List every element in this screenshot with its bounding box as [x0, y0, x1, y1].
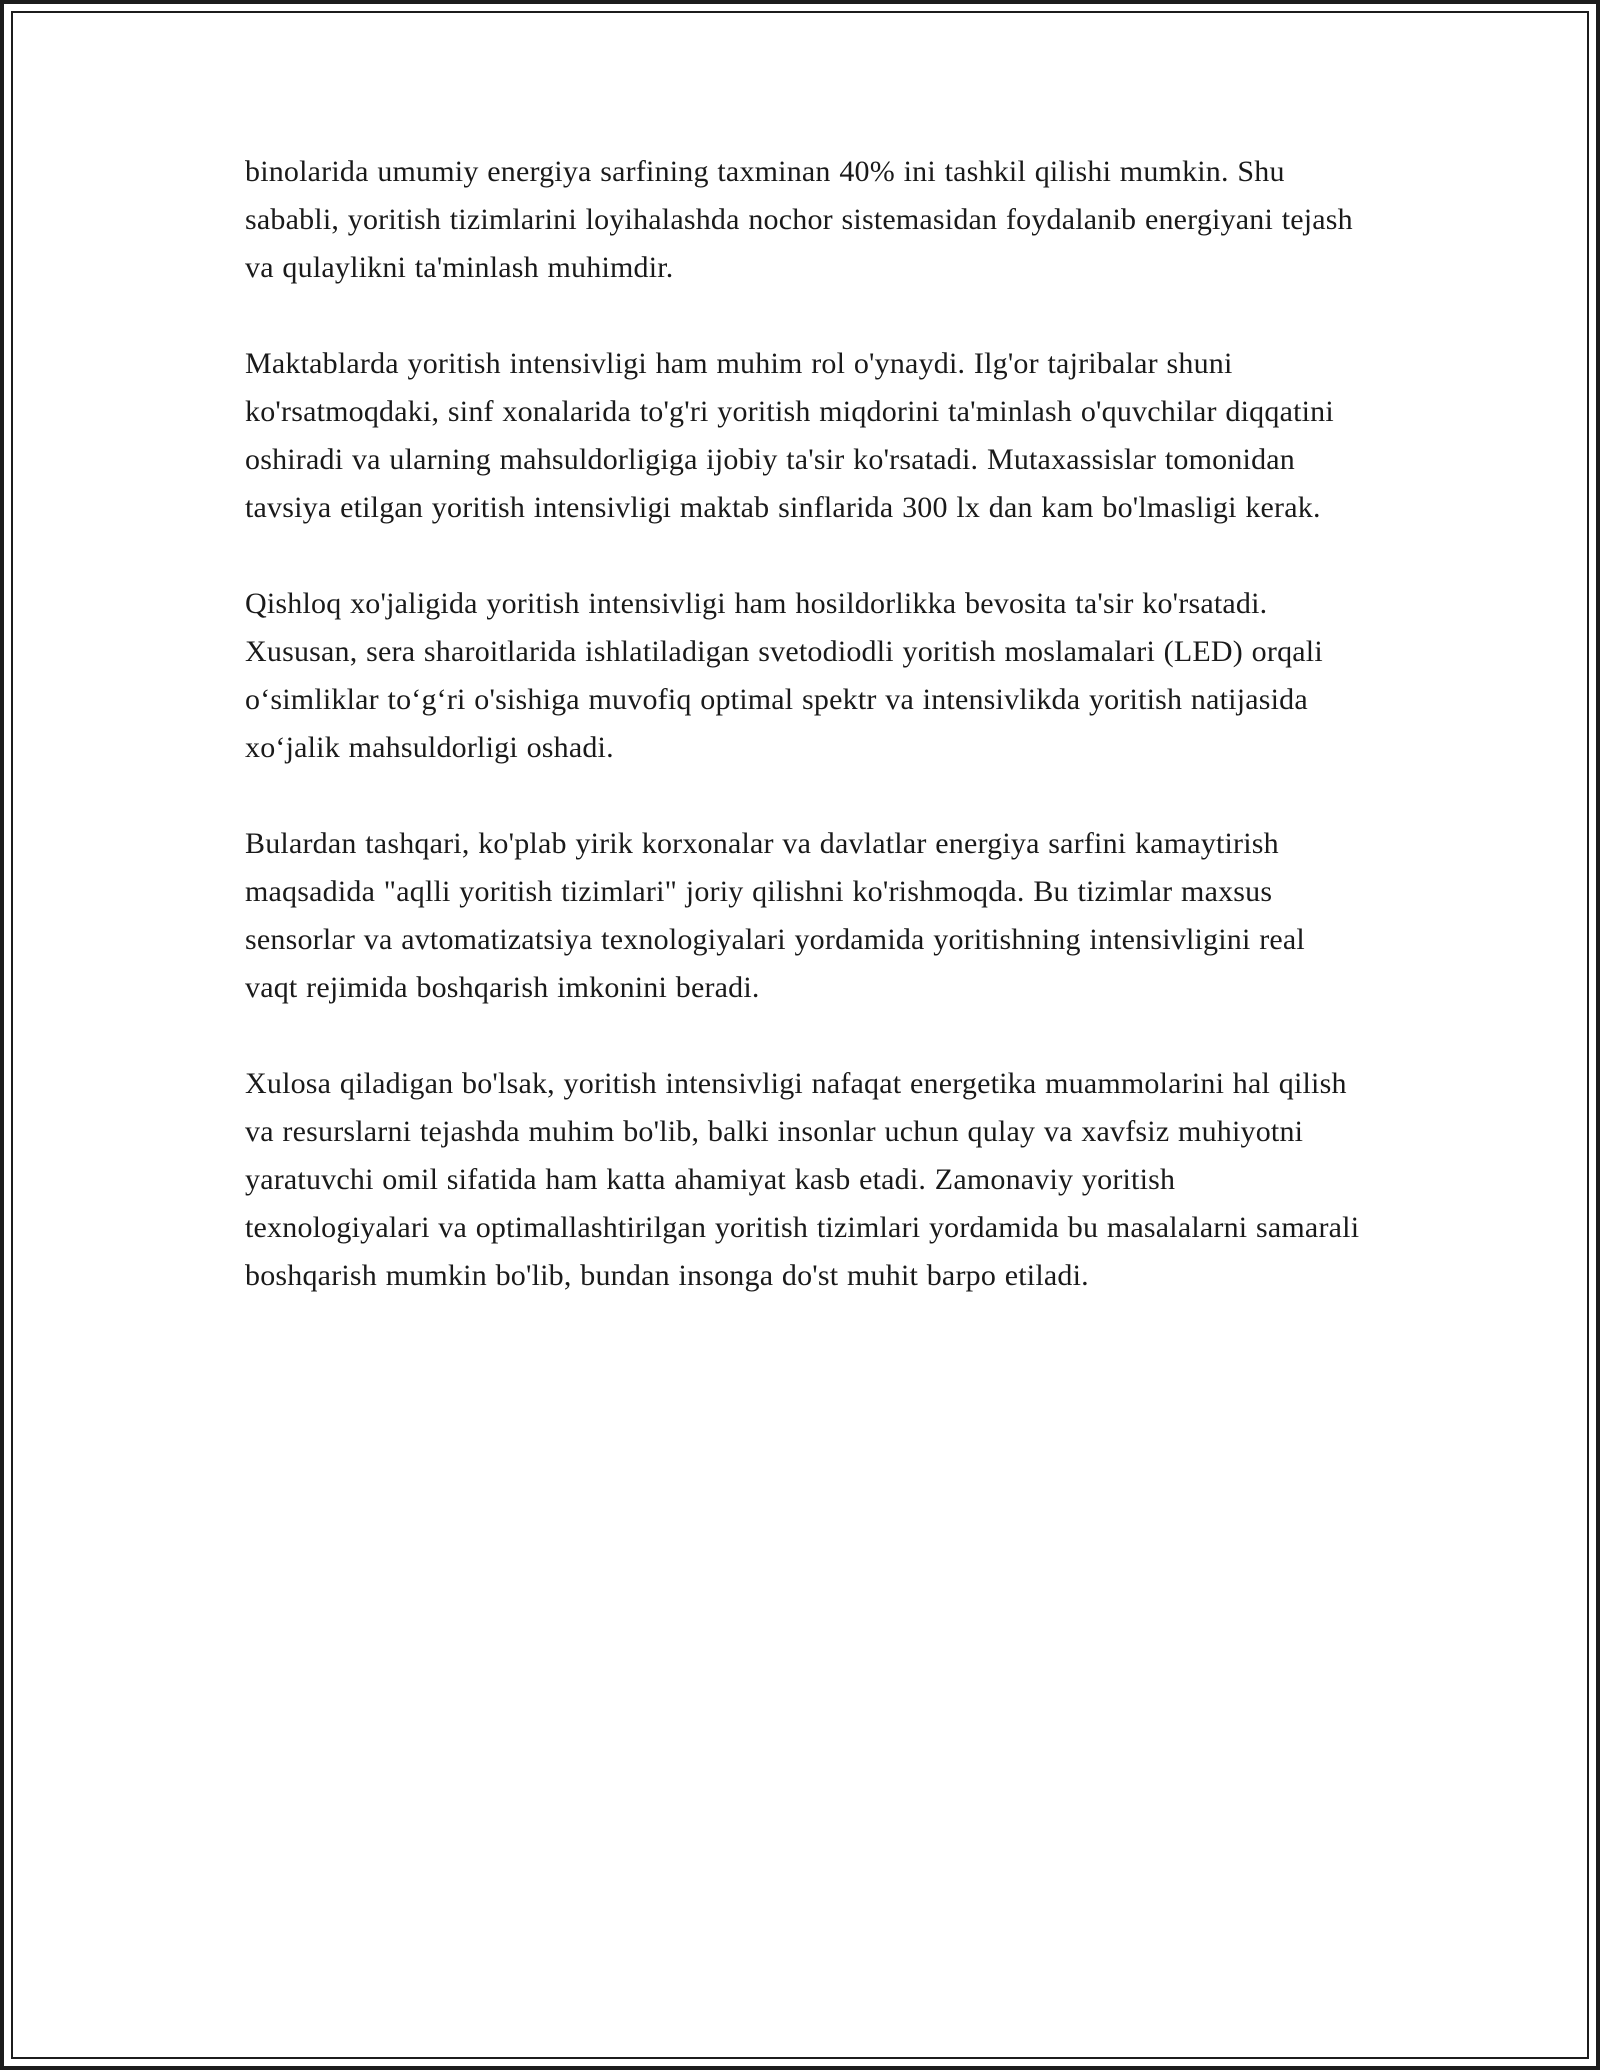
paragraph-continuation: binolarida umumiy energiya sarfining taxminan 40% ini tashkil qilishi mumkin. Shu sababli, yoritish tizimlarini loyihalashda nochor sistemasidan foydalanib energiyani tejash va qulaylikni ta'minlash muhimdir.: [245, 155, 1353, 284]
paragraph-schools: Maktablarda yoritish intensivligi ham muhim rol o'ynaydi. Ilg'or tajribalar shuni ko'rsatmoqdaki, sinf xonalarida to'g'ri yoritish miqdorini ta'minlash o'quvchilar diqqatini oshiradi va ularning mahsuldorligiga ijobiy ta'sir ko'rsatadi. Mutaxassislar tomonidan tavsiya etilgan yoritish intensivligi maktab sinflarida 300 lx dan kam bo'lmasligi kerak.: [245, 347, 1334, 524]
paragraph-conclusion: Xulosa qiladigan bo'lsak, yoritish intensivligi nafaqat energetika muammolarini hal qilish va resurslarni tejashda muhim bo'lib, balki insonlar uchun qulay va xavfsiz muhiyotni yaratuvchi omil sifatida ham katta ahamiyat kasb etadi. Zamonaviy yoritish texnologiyalari va optimallashtirilgan yoritish tizimlari yordamida bu masalalarni samarali boshqarish mumkin bo'lib, bundan insonga do'st muhit barpo etiladi.: [245, 1067, 1360, 1292]
paragraph-smart-lighting: Bulardan tashqari, ko'plab yirik korxonalar va davlatlar energiya sarfini kamaytirish maqsadida "aqlli yoritish tizimlari" joriy qilishni ko'rishmoqda. Bu tizimlar maxsus sensorlar va avtomatizatsiya texnologiyalari yordamida yoritishning intensivligini real vaqt rejimida boshqarish imkonini beradi.: [245, 827, 1305, 1004]
paragraph-agriculture: Qishloq xo'jaligida yoritish intensivligi ham hosildorlikka bevosita ta'sir ko'rsatadi. Xususan, sera sharoitlarida ishlatiladigan svetodiodli yoritish moslamalari (LED) orqali oʻsimliklar toʻgʻri o'sishiga muvofiq optimal spektr va intensivlikda yoritish natijasida xoʻjalik mahsuldorligi oshadi.: [245, 587, 1323, 764]
document-content: [13, 13, 1587, 1300]
page-double-border: [11, 11, 1589, 2059]
